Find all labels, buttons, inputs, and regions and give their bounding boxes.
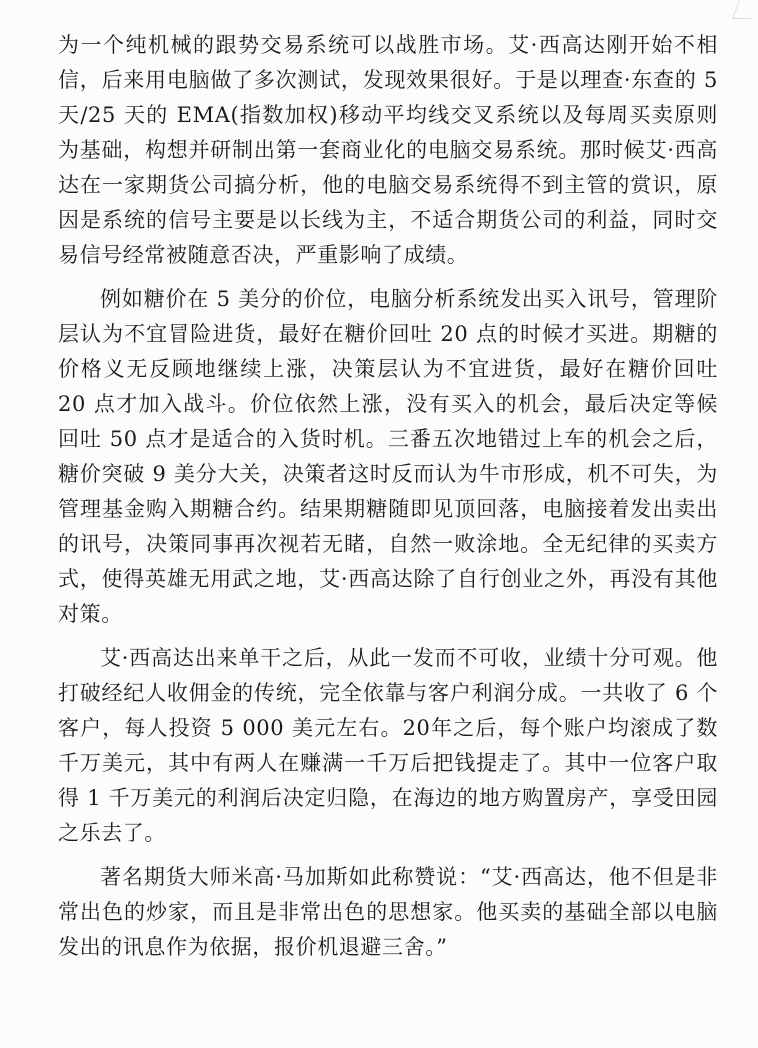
body-text xyxy=(58,28,718,965)
scan-edge-mark xyxy=(732,0,758,19)
paragraph-3: 艾·西高达出来单干之后，从此一发而不可收，业绩十分可观。他打破经纪人收佣金的传统，完全依靠与客户利润分成。一共收了 6 个客户，每人投资 5 000 美元左右。20年之后，每个账户均滚成了数千万美元，其中有两人在赚满一千万后把钱提走了。其中一位客户取得 1 千万美元的利润后决定归隐，在海边的地方购置房产，享受田园之乐去了。 xyxy=(58,646,718,845)
paragraph-2: 例如糖价在 5 美分的价位，电脑分析系统发出买入讯号，管理阶层认为不宜冒险进货，最好在糖价回吐 20 点的时候才买进。期糖的价格义无反顾地继续上涨，决策层认为不宜进货，最好在糖价回吐 20 点才加入战斗。价位依然上涨，没有买入的机会，最后决定等候回吐 50 点才是适合的入货时机。三番五次地错过上车的机会之后，糖价突破 9 美分大关，决策者这时反而认为牛市形成，机不可失，为管理基金购入期糖合约。结果期糖随即见顶回落，电脑接着发出卖出的讯号，决策同事再次视若无睹，自然一败涂地。全无纪律的买卖方式，使得英雄无用武之地，艾·西高达除了自行创业之外，再没有其他对策。 xyxy=(58,287,718,626)
paragraph-1: 为一个纯机械的跟势交易系统可以战胜市场。艾·西高达刚开始不相信，后来用电脑做了多次测试，发现效果很好。于是以理查·东查的 5 天/25 天的 EMA(指数加权)移动平均线交叉系统以及每周买卖原则为基础，构想并研制出第一套商业化的电脑交易系统。那时候艾·西高达在一家期货公司搞分析，他的电脑交易系统得不到主管的赏识，原因是系统的信号主要是以长线为主，不适合期货公司的利益，同时交易信号经常被随意否决，严重影响了成绩。 xyxy=(58,33,718,267)
paragraph-4: 著名期货大师米高·马加斯如此称赞说：“艾·西高达，他不但是非常出色的炒家，而且是非常出色的思想家。他买卖的基础全部以电脑发出的讯息作为依据，报价机退避三舍。” xyxy=(58,865,718,959)
